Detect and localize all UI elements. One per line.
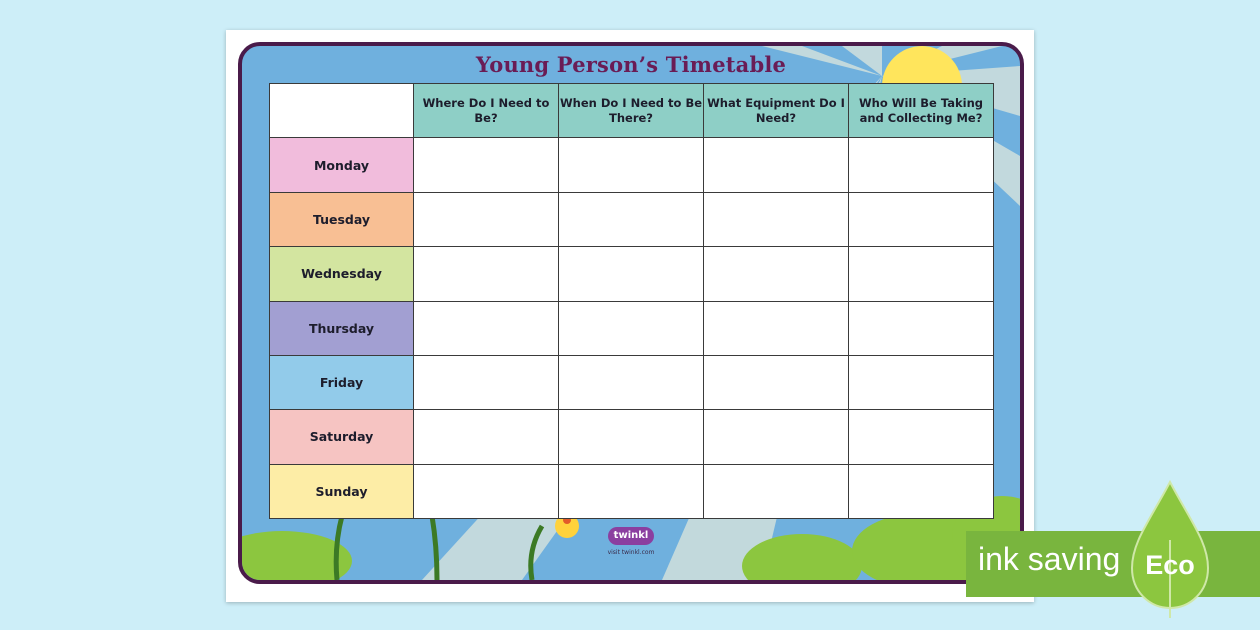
table-cell[interactable] (414, 464, 559, 518)
table-cell[interactable] (704, 138, 849, 192)
table-cell[interactable] (414, 138, 559, 192)
table-cell[interactable] (414, 410, 559, 464)
table-cell[interactable] (704, 301, 849, 355)
table-cell[interactable] (414, 355, 559, 409)
table-cell[interactable] (849, 138, 994, 192)
table-cell[interactable] (559, 301, 704, 355)
table-cell[interactable] (414, 192, 559, 246)
day-label: Sunday (270, 464, 414, 518)
table-cell[interactable] (414, 301, 559, 355)
table-row (270, 138, 994, 192)
twinkl-logo: twinkl (608, 527, 654, 545)
table-cell[interactable] (559, 464, 704, 518)
column-header: Who Will Be Taking and Collecting Me? (849, 84, 994, 138)
table-row (270, 410, 994, 464)
table-cell[interactable] (559, 355, 704, 409)
table-cell[interactable] (559, 247, 704, 301)
logo-url: visit twinkl.com (607, 549, 655, 556)
day-label: Wednesday (270, 247, 414, 301)
table-cell[interactable] (704, 464, 849, 518)
table-row (270, 355, 994, 409)
column-header: Where Do I Need to Be? (414, 84, 559, 138)
page-title: Young Person’s Timetable (475, 52, 787, 77)
table-cell[interactable] (849, 247, 994, 301)
table-cell[interactable] (704, 355, 849, 409)
table-cell[interactable] (704, 192, 849, 246)
table-row (270, 247, 994, 301)
table-cell[interactable] (849, 464, 994, 518)
column-header: When Do I Need to Be There? (559, 84, 704, 138)
table-row (270, 301, 994, 355)
leaf-icon (1120, 480, 1220, 620)
table-cell[interactable] (559, 410, 704, 464)
eco-badge-text: ink saving (978, 541, 1121, 577)
day-label: Friday (270, 355, 414, 409)
table-cell[interactable] (704, 247, 849, 301)
day-label: Monday (270, 138, 414, 192)
corner-cell (270, 84, 414, 138)
worksheet-page (226, 30, 1034, 602)
table-cell[interactable] (559, 192, 704, 246)
table-cell[interactable] (414, 247, 559, 301)
timetable-frame (238, 42, 1024, 584)
table-cell[interactable] (559, 138, 704, 192)
table-row (270, 192, 994, 246)
day-label: Saturday (270, 410, 414, 464)
table-cell[interactable] (704, 410, 849, 464)
day-label: Tuesday (270, 192, 414, 246)
table-row (270, 464, 994, 518)
table-cell[interactable] (849, 410, 994, 464)
day-label: Thursday (270, 301, 414, 355)
table-cell[interactable] (849, 192, 994, 246)
column-header: What Equipment Do I Need? (704, 84, 849, 138)
timetable-grid (269, 83, 994, 519)
table-cell[interactable] (849, 355, 994, 409)
eco-label: Eco (1145, 550, 1195, 580)
table-cell[interactable] (849, 301, 994, 355)
